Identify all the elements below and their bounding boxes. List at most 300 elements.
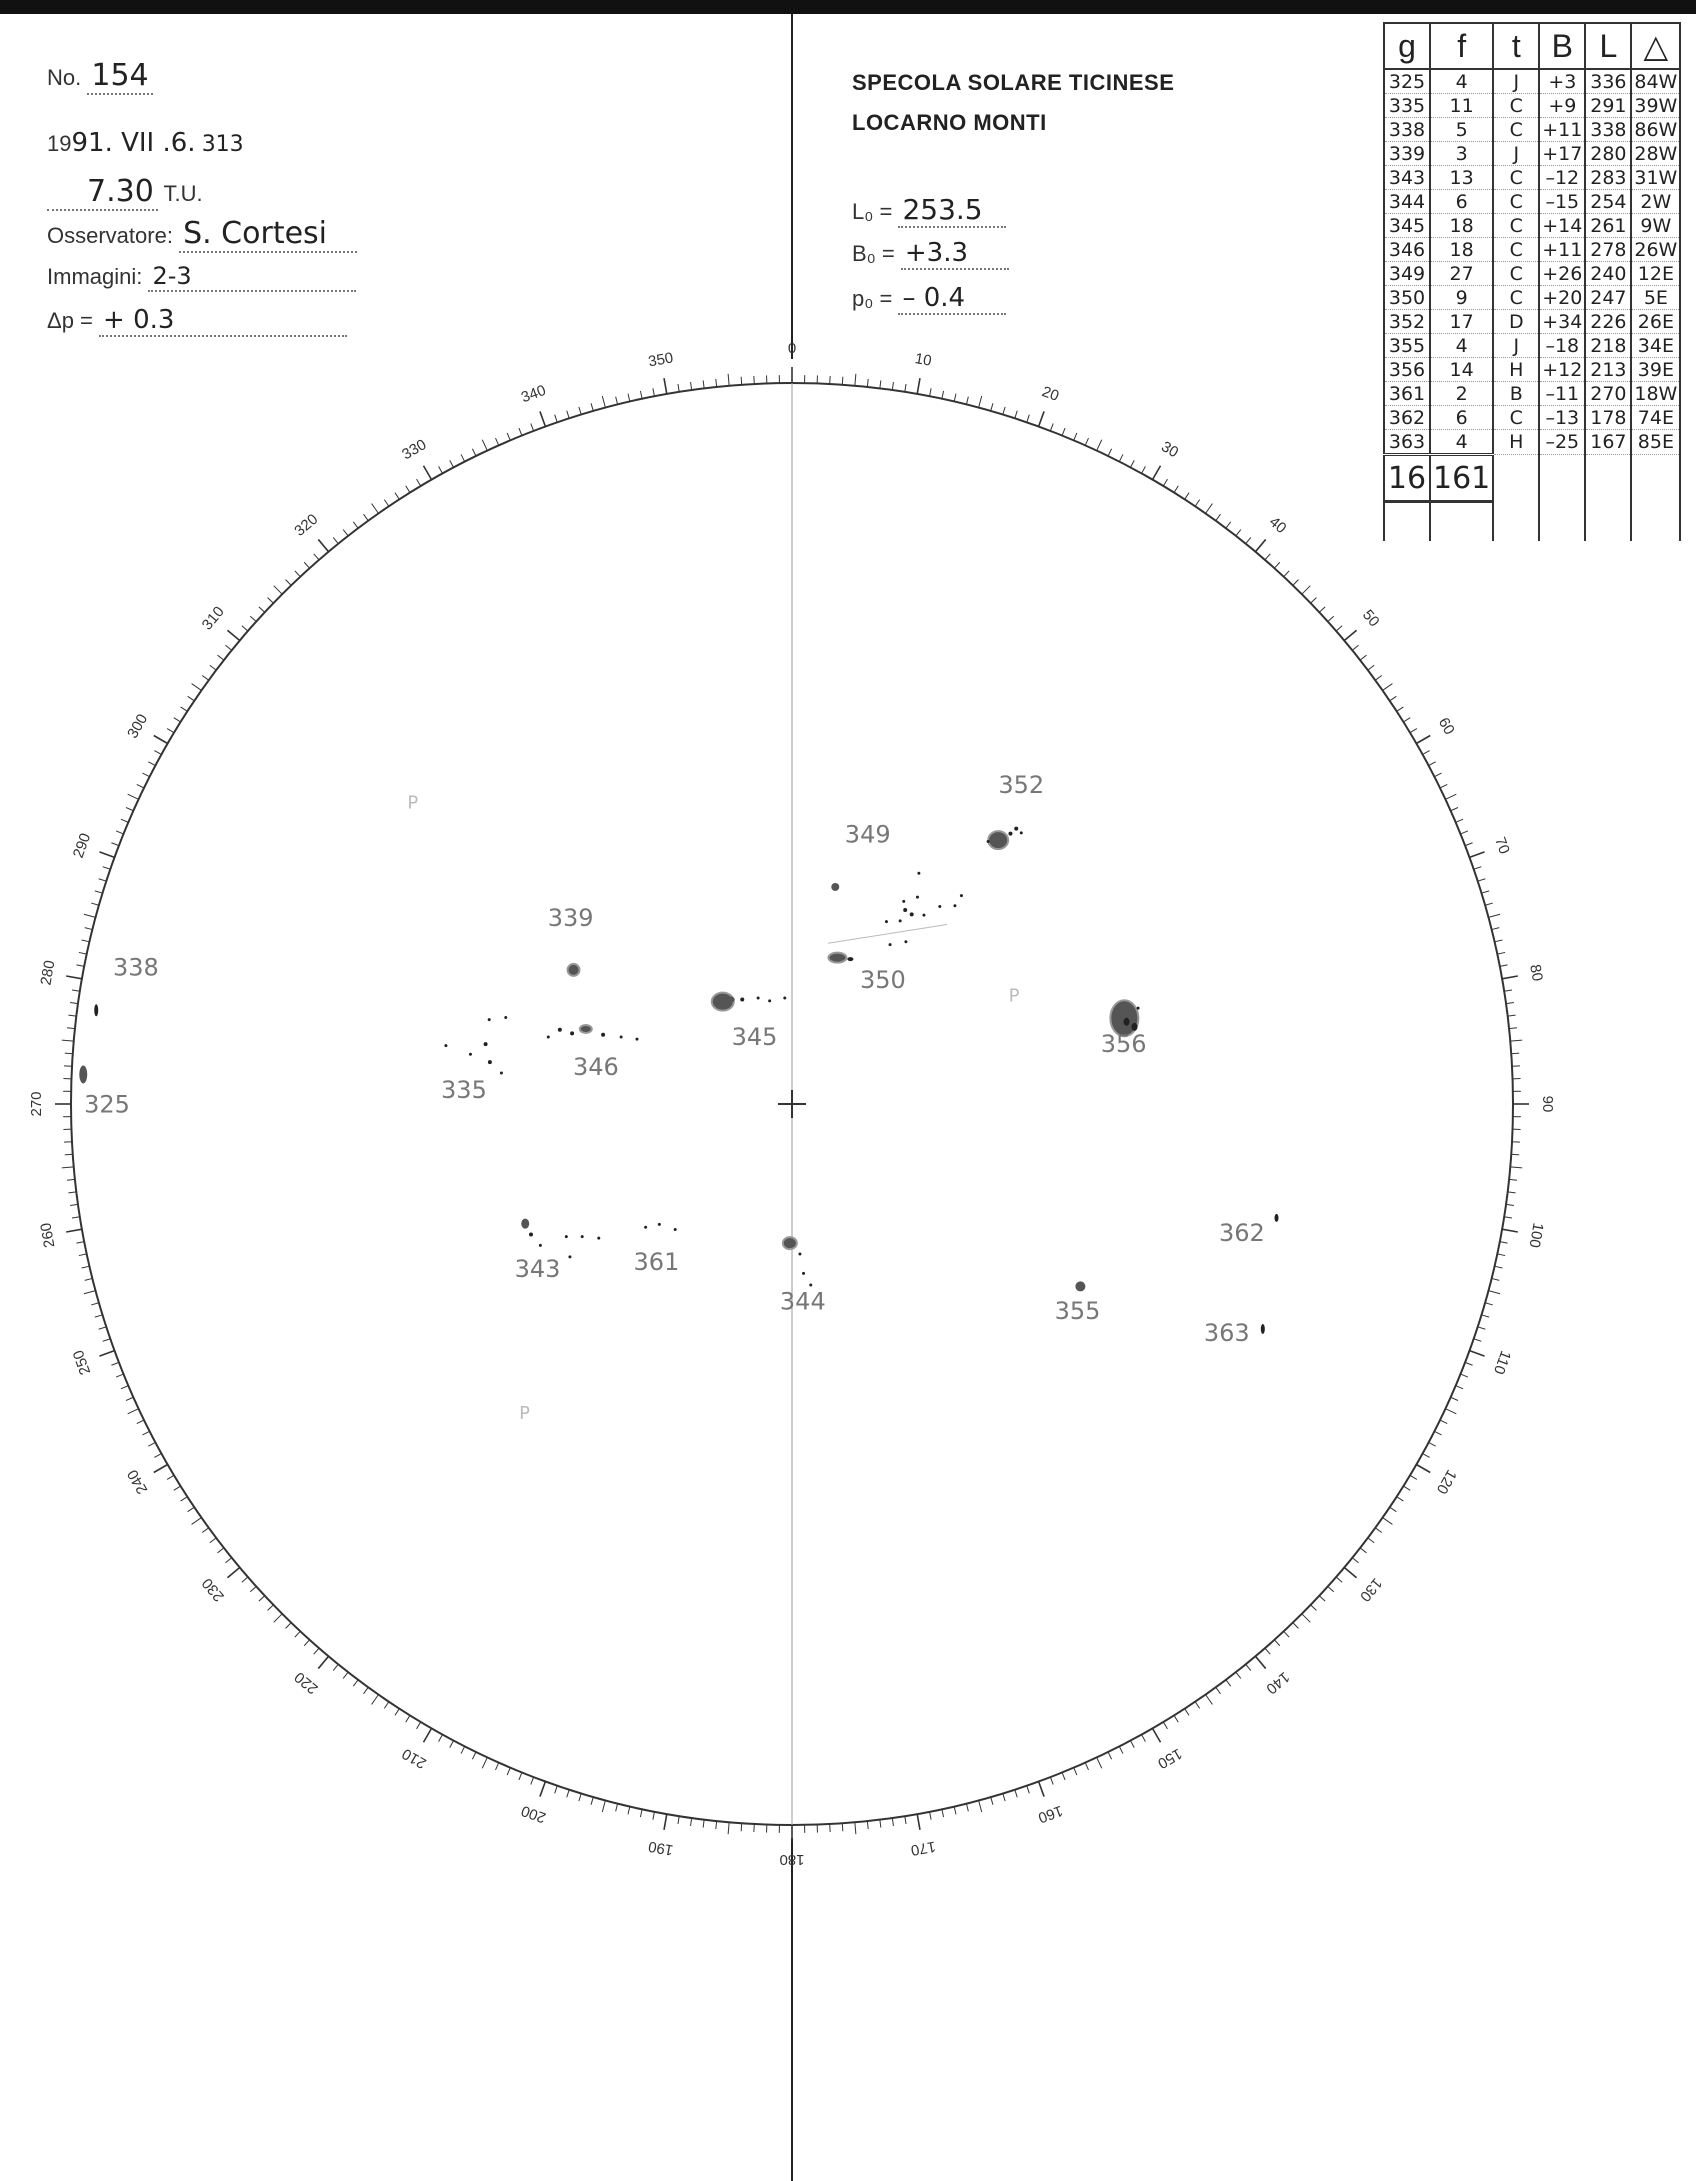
limb-tick bbox=[1097, 1757, 1102, 1768]
limb-tick bbox=[227, 630, 239, 640]
observer-label: Osservatore: bbox=[47, 223, 173, 248]
sunspot-349 bbox=[938, 905, 941, 908]
limb-tick bbox=[192, 1518, 202, 1525]
limb-tick bbox=[855, 374, 856, 386]
limb-tick bbox=[70, 1003, 78, 1004]
limb-tick bbox=[286, 580, 292, 586]
limb-tick bbox=[1255, 539, 1265, 551]
table-cell: 352 bbox=[1384, 310, 1430, 334]
table-cell: 338 bbox=[1585, 118, 1631, 142]
limb-tick bbox=[1311, 598, 1317, 604]
group-label-335: 335 bbox=[441, 1076, 487, 1105]
sunspot-344 bbox=[783, 1237, 797, 1249]
degree-label: 20 bbox=[1039, 383, 1062, 405]
degree-label: 230 bbox=[198, 1574, 228, 1605]
limb-tick bbox=[154, 751, 161, 755]
table-cell: C bbox=[1493, 166, 1539, 190]
degree-label: 260 bbox=[37, 1221, 59, 1249]
limb-tick bbox=[333, 1664, 338, 1670]
limb-tick bbox=[268, 1605, 274, 1611]
limb-tick bbox=[1504, 1217, 1512, 1218]
limb-tick bbox=[304, 562, 309, 568]
sunspot-349 bbox=[917, 872, 920, 875]
limb-tick bbox=[1328, 1586, 1334, 1591]
limb-tick bbox=[142, 1431, 149, 1435]
limb-tick bbox=[1390, 1507, 1397, 1511]
sunspot-349 bbox=[885, 920, 888, 923]
table-cell: 361 bbox=[1384, 382, 1430, 406]
limb-tick bbox=[450, 1741, 454, 1748]
images-value: 2-3 bbox=[148, 262, 356, 292]
limb-tick bbox=[954, 1807, 956, 1815]
limb-tick bbox=[905, 1816, 906, 1824]
limb-tick bbox=[1284, 1631, 1289, 1637]
limb-tick bbox=[1508, 1015, 1516, 1016]
limb-tick bbox=[1284, 571, 1289, 577]
degree-label: 180 bbox=[779, 1851, 805, 1869]
limb-tick bbox=[1508, 1192, 1516, 1193]
limb-tick bbox=[295, 571, 300, 577]
sunspot-363 bbox=[1261, 1324, 1265, 1334]
table-cell: J bbox=[1493, 69, 1539, 94]
limb-tick bbox=[1226, 522, 1231, 528]
group-label-362: 362 bbox=[1218, 1218, 1265, 1247]
limb-tick bbox=[1246, 537, 1251, 543]
sunspot-349 bbox=[960, 894, 963, 897]
limb-tick bbox=[1440, 784, 1447, 788]
table-cell: 84W bbox=[1631, 69, 1680, 94]
limb-tick bbox=[1451, 1397, 1458, 1400]
limb-tick bbox=[424, 466, 432, 480]
sunspot-344 bbox=[809, 1283, 812, 1286]
sunspot-352 bbox=[1008, 832, 1012, 836]
limb-tick bbox=[1293, 580, 1299, 586]
limb-tick bbox=[867, 1821, 868, 1829]
limb-tick bbox=[1495, 940, 1503, 942]
limb-tick bbox=[126, 807, 133, 810]
limb-tick bbox=[1085, 438, 1088, 445]
limb-tick bbox=[250, 616, 256, 621]
observatory-location: LOCARNO MONTI bbox=[852, 110, 1047, 135]
limb-tick bbox=[1497, 952, 1505, 954]
limb-tick bbox=[1206, 504, 1213, 514]
bo-label: B₀ = bbox=[852, 241, 895, 266]
limb-tick bbox=[1274, 1640, 1279, 1646]
limb-tick bbox=[1344, 1567, 1356, 1577]
limb-tick bbox=[424, 1728, 432, 1742]
sunspot-344 bbox=[802, 1272, 805, 1275]
limb-tick bbox=[1506, 1003, 1514, 1004]
limb-tick bbox=[99, 852, 114, 857]
limb-tick bbox=[1216, 514, 1221, 520]
limb-tick bbox=[1328, 616, 1334, 621]
limb-tick bbox=[1236, 1672, 1241, 1678]
limb-tick bbox=[242, 1577, 248, 1582]
limb-tick bbox=[85, 1278, 93, 1280]
limb-tick bbox=[461, 454, 465, 461]
limb-tick bbox=[218, 655, 224, 660]
limb-tick bbox=[691, 1818, 692, 1826]
degree-label: 110 bbox=[1489, 1348, 1515, 1377]
limb-tick bbox=[304, 1640, 309, 1646]
limb-tick bbox=[62, 1167, 74, 1168]
limb-tick bbox=[439, 1735, 443, 1742]
table-cell: 345 bbox=[1384, 214, 1430, 238]
limb-tick bbox=[1410, 729, 1417, 733]
limb-tick bbox=[1423, 1454, 1430, 1458]
table-cell: C bbox=[1493, 118, 1539, 142]
limb-tick bbox=[1130, 1741, 1134, 1748]
limb-tick bbox=[1460, 831, 1467, 834]
sunspot-349 bbox=[904, 940, 907, 943]
degree-label: 10 bbox=[913, 350, 933, 370]
table-cell: 39E bbox=[1631, 358, 1680, 382]
limb-tick bbox=[472, 1752, 476, 1759]
limb-tick bbox=[1319, 1596, 1325, 1601]
limb-tick bbox=[372, 1695, 379, 1705]
limb-tick bbox=[85, 928, 93, 930]
table-cell: 278 bbox=[1585, 238, 1631, 262]
table-cell: 240 bbox=[1585, 262, 1631, 286]
limb-tick bbox=[1383, 1518, 1393, 1525]
limb-tick bbox=[111, 843, 118, 846]
limb-tick bbox=[591, 403, 593, 411]
limb-tick bbox=[1445, 794, 1456, 799]
limb-tick bbox=[1481, 891, 1489, 893]
limb-tick bbox=[1478, 1327, 1486, 1329]
limb-tick bbox=[1390, 696, 1397, 700]
limb-tick bbox=[1506, 1204, 1514, 1205]
sunspot-339 bbox=[568, 964, 580, 976]
limb-tick bbox=[295, 1631, 300, 1637]
bo-value: +3.3 bbox=[901, 238, 1009, 270]
table-cell: 218 bbox=[1585, 334, 1631, 358]
limb-tick bbox=[966, 397, 968, 405]
limb-tick bbox=[1319, 607, 1325, 612]
limb-tick bbox=[174, 1486, 181, 1490]
group-label-325: 325 bbox=[84, 1090, 130, 1119]
limb-tick bbox=[333, 537, 338, 543]
sunspot-349 bbox=[910, 912, 914, 916]
table-cell: 335 bbox=[1384, 94, 1430, 118]
limb-tick bbox=[991, 403, 993, 411]
limb-tick bbox=[1336, 1577, 1342, 1582]
limb-tick bbox=[930, 388, 932, 396]
table-cell: 86W bbox=[1631, 118, 1680, 142]
limb-tick bbox=[1153, 1728, 1161, 1742]
limb-tick bbox=[905, 384, 906, 392]
sunspot-349 bbox=[922, 914, 925, 917]
limb-tick bbox=[842, 1823, 843, 1831]
table-cell: 336 bbox=[1585, 69, 1631, 94]
limb-tick bbox=[1485, 903, 1493, 905]
limb-tick bbox=[128, 1409, 139, 1414]
limb-tick bbox=[225, 645, 231, 650]
limb-tick bbox=[439, 466, 443, 473]
limb-tick bbox=[1368, 1538, 1374, 1543]
sunspot-343 bbox=[565, 1235, 568, 1238]
limb-tick bbox=[495, 438, 498, 445]
limb-tick bbox=[202, 676, 208, 681]
sunspot-335 bbox=[500, 1071, 503, 1074]
table-cell: J bbox=[1493, 334, 1539, 358]
limb-tick bbox=[111, 1362, 118, 1365]
limb-tick bbox=[880, 1820, 881, 1828]
limb-tick bbox=[1255, 1656, 1265, 1668]
limb-tick bbox=[67, 1028, 75, 1029]
limb-tick bbox=[1502, 1229, 1518, 1232]
limb-tick bbox=[555, 415, 558, 423]
sunspot-349 bbox=[903, 908, 907, 912]
degree-label: 140 bbox=[1262, 1668, 1293, 1698]
limb-tick bbox=[353, 1680, 358, 1686]
table-cell: 247 bbox=[1585, 286, 1631, 310]
limb-tick bbox=[1403, 718, 1410, 722]
limb-tick bbox=[91, 1303, 99, 1305]
limb-tick bbox=[137, 1420, 144, 1424]
sunspot-349 bbox=[902, 900, 905, 903]
table-cell: 11 bbox=[1430, 94, 1493, 118]
limb-tick bbox=[691, 382, 692, 390]
degree-label: 250 bbox=[69, 1347, 95, 1378]
limb-tick bbox=[979, 396, 982, 408]
limb-tick bbox=[99, 1351, 114, 1356]
limb-tick bbox=[242, 626, 248, 631]
limb-tick bbox=[225, 1558, 231, 1563]
limb-tick bbox=[1368, 665, 1374, 670]
limb-tick bbox=[1511, 1154, 1519, 1155]
limb-tick bbox=[1360, 1548, 1366, 1553]
col-l: L bbox=[1585, 23, 1631, 69]
lo-value: 253.5 bbox=[898, 193, 1006, 228]
limb-tick bbox=[1050, 1777, 1053, 1784]
sunspot-335 bbox=[504, 1016, 507, 1019]
limb-tick bbox=[1360, 655, 1366, 660]
degree-label: 50 bbox=[1358, 606, 1383, 631]
sunspot-335 bbox=[444, 1044, 447, 1047]
limb-tick bbox=[1195, 1702, 1199, 1709]
pencil-marker-p: P bbox=[407, 792, 419, 814]
limb-tick bbox=[188, 696, 195, 700]
group-label-349: 349 bbox=[844, 820, 891, 849]
limb-tick bbox=[1119, 1746, 1123, 1753]
limb-tick bbox=[142, 773, 149, 777]
table-cell: 18 bbox=[1430, 238, 1493, 262]
limb-tick bbox=[1003, 1793, 1005, 1801]
table-cell: 2 bbox=[1430, 382, 1493, 406]
limb-tick bbox=[1352, 645, 1358, 650]
limb-tick bbox=[137, 784, 144, 788]
col-g: g bbox=[1384, 23, 1430, 69]
degree-label: 210 bbox=[399, 1744, 430, 1772]
limb-tick bbox=[1130, 460, 1134, 467]
sunspot-343 bbox=[597, 1237, 600, 1240]
limb-tick bbox=[472, 449, 476, 456]
table-cell: 349 bbox=[1384, 262, 1430, 286]
degree-label: 30 bbox=[1158, 438, 1182, 462]
table-cell: –25 bbox=[1539, 430, 1585, 455]
table-cell: H bbox=[1493, 358, 1539, 382]
limb-tick bbox=[579, 407, 581, 415]
sunspot-349 bbox=[889, 943, 892, 946]
table-cell: 343 bbox=[1384, 166, 1430, 190]
date-prefix: 19 bbox=[47, 131, 72, 156]
limb-tick bbox=[274, 1614, 282, 1622]
sunspot-345 bbox=[783, 997, 786, 1000]
limb-tick bbox=[1511, 1053, 1519, 1054]
limb-tick bbox=[507, 1768, 510, 1775]
table-cell: 31W bbox=[1631, 166, 1680, 190]
limb-tick bbox=[1434, 1431, 1441, 1435]
limb-tick bbox=[892, 382, 893, 390]
limb-tick bbox=[76, 1242, 84, 1244]
table-cell: 338 bbox=[1384, 118, 1430, 142]
table-cell: 339 bbox=[1384, 142, 1430, 166]
limb-tick bbox=[343, 530, 348, 536]
table-cell: 6 bbox=[1430, 190, 1493, 214]
lo-label: L₀ = bbox=[852, 199, 893, 224]
sunspot-343 bbox=[529, 1233, 533, 1237]
limb-tick bbox=[68, 1192, 76, 1193]
limb-tick bbox=[954, 394, 956, 402]
limb-tick bbox=[1153, 466, 1161, 480]
table-cell: H bbox=[1493, 430, 1539, 455]
limb-tick bbox=[531, 1777, 534, 1784]
col-t: t bbox=[1493, 23, 1539, 69]
limb-tick bbox=[917, 1814, 920, 1830]
limb-tick bbox=[95, 1315, 103, 1317]
limb-tick bbox=[1185, 1709, 1189, 1716]
limb-tick bbox=[1456, 819, 1463, 822]
group-label-352: 352 bbox=[998, 771, 1045, 800]
degree-label: 100 bbox=[1525, 1221, 1547, 1249]
sunspot-345 bbox=[757, 997, 760, 1000]
table-cell: 74E bbox=[1631, 406, 1680, 430]
limb-tick bbox=[579, 1793, 581, 1801]
degree-label: 0 bbox=[787, 339, 797, 357]
limb-tick bbox=[741, 1823, 742, 1831]
degree-label: 200 bbox=[518, 1801, 549, 1827]
limb-tick bbox=[1039, 1782, 1044, 1797]
limb-tick bbox=[210, 1538, 216, 1543]
table-cell: –12 bbox=[1539, 166, 1585, 190]
degree-label: 220 bbox=[291, 1668, 322, 1698]
col-b: B bbox=[1539, 23, 1585, 69]
limb-tick bbox=[318, 539, 328, 551]
limb-tick bbox=[855, 1822, 856, 1834]
table-cell: 28W bbox=[1631, 142, 1680, 166]
limb-tick bbox=[372, 504, 379, 514]
limb-tick bbox=[450, 460, 454, 467]
observatory-name: SPECOLA SOLARE TICINESE bbox=[852, 70, 1175, 95]
table-cell: 6 bbox=[1430, 406, 1493, 430]
table-cell: +11 bbox=[1539, 238, 1585, 262]
table-cell: 261 bbox=[1585, 214, 1631, 238]
time-value: 7.30 bbox=[47, 174, 158, 211]
table-cell: 355 bbox=[1384, 334, 1430, 358]
table-cell: 226 bbox=[1585, 310, 1631, 334]
limb-tick bbox=[966, 1804, 968, 1812]
limb-tick bbox=[116, 1374, 123, 1377]
limb-tick bbox=[1481, 1315, 1489, 1317]
limb-tick bbox=[154, 1454, 161, 1458]
group-label-356: 356 bbox=[1100, 1030, 1147, 1059]
group-label-361: 361 bbox=[633, 1247, 680, 1276]
limb-tick bbox=[384, 500, 388, 507]
sunspot-361 bbox=[674, 1228, 677, 1231]
table-cell: 254 bbox=[1585, 190, 1631, 214]
sunspot-325 bbox=[79, 1065, 87, 1083]
limb-tick bbox=[116, 831, 123, 834]
col-f: f bbox=[1430, 23, 1493, 69]
limb-tick bbox=[84, 1291, 96, 1294]
limb-tick bbox=[1265, 1648, 1270, 1654]
limb-tick bbox=[1440, 1420, 1447, 1424]
sunspot-343 bbox=[581, 1235, 584, 1238]
group-label-345: 345 bbox=[731, 1022, 778, 1051]
limb-tick bbox=[1015, 1790, 1017, 1798]
limb-tick bbox=[218, 1548, 224, 1553]
limb-tick bbox=[567, 1790, 569, 1798]
limb-tick bbox=[1410, 1475, 1417, 1479]
col-delta: △ bbox=[1631, 23, 1680, 69]
degree-label: 330 bbox=[399, 436, 430, 464]
limb-tick bbox=[364, 1687, 369, 1693]
limb-tick bbox=[274, 586, 282, 594]
delta-p-value: + 0.3 bbox=[99, 305, 347, 337]
group-label-343: 343 bbox=[514, 1255, 561, 1284]
degree-label: 40 bbox=[1265, 513, 1290, 538]
limb-tick bbox=[1375, 676, 1381, 681]
table-cell: +11 bbox=[1539, 118, 1585, 142]
table-cell: +20 bbox=[1539, 286, 1585, 310]
limb-tick bbox=[314, 554, 319, 560]
limb-tick bbox=[1470, 852, 1485, 857]
limb-tick bbox=[167, 1475, 174, 1479]
table-cell: 18W bbox=[1631, 382, 1680, 406]
limb-tick bbox=[417, 1722, 421, 1729]
degree-label: 270 bbox=[27, 1091, 45, 1117]
pencil-marker-p: P bbox=[519, 1403, 530, 1425]
sunspot-349 bbox=[831, 883, 839, 891]
table-cell: 34E bbox=[1631, 334, 1680, 358]
limb-tick bbox=[79, 952, 87, 954]
limb-tick bbox=[1119, 454, 1123, 461]
limb-tick bbox=[880, 380, 881, 388]
limb-tick bbox=[1451, 807, 1458, 810]
limb-tick bbox=[979, 1800, 982, 1812]
table-cell: J bbox=[1493, 142, 1539, 166]
table-total-cell: 161 bbox=[1430, 455, 1493, 502]
table-cell: C bbox=[1493, 262, 1539, 286]
limb-tick bbox=[716, 379, 717, 387]
limb-tick bbox=[1510, 1040, 1522, 1041]
limb-tick bbox=[188, 1507, 195, 1511]
images-label: Immagini: bbox=[47, 264, 143, 289]
limb-tick bbox=[72, 1217, 80, 1218]
limb-tick bbox=[867, 379, 868, 387]
sunspot-343 bbox=[568, 1255, 571, 1258]
degree-label: 310 bbox=[198, 603, 228, 634]
pencil-line bbox=[828, 924, 947, 943]
table-cell: D bbox=[1493, 310, 1539, 334]
limb-tick bbox=[72, 990, 80, 991]
limb-tick bbox=[1108, 449, 1112, 456]
limb-tick bbox=[1434, 773, 1441, 777]
limb-tick bbox=[1236, 530, 1241, 536]
table-cell: +26 bbox=[1539, 262, 1585, 286]
limb-tick bbox=[1003, 407, 1005, 415]
